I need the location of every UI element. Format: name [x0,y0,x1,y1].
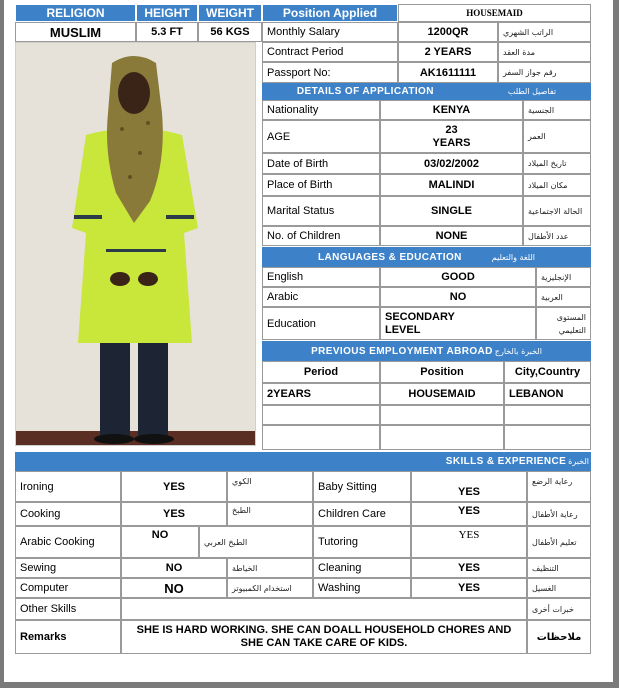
arabic-language-value: NO [380,287,536,307]
page-border-left [0,0,4,688]
dob-arabic-label: تاريخ الميلاد [523,153,591,174]
skill-tutoring-value: YES [411,526,527,558]
details-section-title: DETAILS OF APPLICATION [296,86,434,97]
employment-col-city: City,Country [504,361,591,383]
remarks-label: Remarks [15,620,121,654]
position-applied-header: Position Applied [262,4,398,22]
employment-empty-cell [380,425,504,450]
contract-period-arabic-label: مدة العقد [498,42,591,62]
skill-children-care-value: YES [411,502,527,526]
weight-value: 56 KGS [198,22,262,42]
arabic-language-arabic-label: العربية [536,287,591,307]
other-skills-label: Other Skills [15,598,121,620]
nationality-value: KENYA [380,100,523,120]
skill-baby-sitting-arabic-label: رعاية الرضع [527,471,591,502]
position-applied-value: HOUSEMAID [398,4,591,22]
education-label: Education [262,307,380,340]
height-header: HEIGHT [136,4,198,22]
children-arabic-label: عدد الأطفال [523,226,591,246]
skill-baby-sitting-label: Baby Sitting [313,471,411,502]
age-label: AGE [262,120,380,153]
english-label: English [262,267,380,287]
contract-period-label: Contract Period [262,42,398,62]
skill-cooking-arabic-label: الطبخ [227,502,313,526]
place-of-birth-arabic-label: مكان الميلاد [523,174,591,196]
place-of-birth-value: MALINDI [380,174,523,196]
salary-arabic-label: الراتب الشهري [498,22,591,42]
employment-empty-cell [504,405,591,425]
skill-children-care-arabic-label: رعاية الأطفال [527,502,591,526]
skill-children-care-label: Children Care [313,502,411,526]
height-value: 5.3 FT [136,22,198,42]
skill-sewing-arabic-label: الخياطة [227,558,313,578]
nationality-label: Nationality [262,100,380,120]
age-arabic-label: العمر [523,120,591,153]
skill-cooking-value: YES [121,502,227,526]
skill-arabic-cooking-label: Arabic Cooking [15,526,121,558]
skill-arabic-cooking-value: NO [121,526,199,558]
passport-value: AK1611111 [398,62,498,83]
skill-ironing-label: Ironing [15,471,121,502]
languages-section-header [262,247,591,267]
details-section-title-arabic: تفاصيل الطلب [507,87,557,96]
english-value: GOOD [380,267,536,287]
skill-cleaning-value: YES [411,558,527,578]
employment-section-title-arabic: الخبرة بالخارج [494,346,542,356]
employment-empty-cell [380,405,504,425]
other-skills-value [121,598,527,620]
skill-baby-sitting-value: YES [411,471,527,502]
marital-status-value: SINGLE [380,196,523,226]
employment-row-city: LEBANON [504,383,591,405]
details-section-header [262,83,591,100]
skill-cleaning-arabic-label: التنظيف [527,558,591,578]
skill-cooking-label: Cooking [15,502,121,526]
age-value: 23 YEARS [380,120,523,153]
education-value: SECONDARY LEVEL [380,307,536,340]
applicant-photo-illustration [16,43,256,446]
salary-label: Monthly Salary [262,22,398,42]
other-skills-arabic-label: خبرات أخرى [527,598,591,620]
skill-washing-arabic-label: الغسيل [527,578,591,598]
remarks-arabic-label: ملاحظات [527,620,591,654]
page-border-bottom [0,682,619,688]
skills-section-title-arabic: الخبرة [568,457,589,466]
employment-empty-cell [262,425,380,450]
place-of-birth-label: Place of Birth [262,174,380,196]
religion-value: MUSLIM [15,22,136,42]
employment-empty-cell [262,405,380,425]
marital-status-arabic-label: الحالة الاجتماعية [523,196,591,226]
employment-col-position: Position [380,361,504,383]
children-label: No. of Children [262,226,380,246]
skill-sewing-label: Sewing [15,558,121,578]
dob-label: Date of Birth [262,153,380,174]
skill-sewing-value: NO [121,558,227,578]
skill-ironing-value: YES [121,471,227,502]
applicant-photo [15,42,256,446]
skill-tutoring-arabic-label: تعليم الأطفال [527,526,591,558]
employment-section-header [262,341,591,361]
employment-empty-cell [504,425,591,450]
skills-section-header [15,452,591,471]
nationality-arabic-label: الجنسية [523,100,591,120]
employment-row-position: HOUSEMAID [380,383,504,405]
employment-section-title: PREVIOUS EMPLOYMENT ABROAD [311,345,493,357]
skill-washing-label: Washing [313,578,411,598]
remarks-value: SHE IS HARD WORKING. SHE CAN DOALL HOUSEHOLD CHORES AND SHE CAN TAKE CARE OF KIDS. [121,620,527,654]
skills-section-title: SKILLS & EXPERIENCE [445,456,567,467]
passport-arabic-label: رقم جواز السفر [498,62,591,83]
arabic-language-label: Arabic [262,287,380,307]
contract-period-value: 2 YEARS [398,42,498,62]
skill-computer-arabic-label: استخدام الكمبيوتر [227,578,313,598]
skill-computer-value: NO [121,578,227,598]
religion-header: RELIGION [15,4,136,22]
languages-section-title: LANGUAGES & EDUCATION [318,251,462,263]
passport-label: Passport No: [262,62,398,83]
children-value: NONE [380,226,523,246]
marital-status-label: Marital Status [262,196,380,226]
skill-ironing-arabic-label: الكوي [227,471,313,502]
page-border-right [613,0,619,688]
skill-tutoring-label: Tutoring [313,526,411,558]
education-arabic-label: المستوى التعليمي [536,307,591,340]
dob-value: 03/02/2002 [380,153,523,174]
languages-section-title-arabic: اللغة والتعليم [491,252,535,262]
skill-computer-label: Computer [15,578,121,598]
weight-header: WEIGHT [198,4,262,22]
skill-arabic-cooking-arabic-label: الطبخ العربي [199,526,313,558]
employment-col-period: Period [262,361,380,383]
skill-cleaning-label: Cleaning [313,558,411,578]
employment-row-period: 2YEARS [262,383,380,405]
salary-value: 1200QR [398,22,498,42]
skill-washing-value: YES [411,578,527,598]
english-arabic-label: الإنجليزية [536,267,591,287]
